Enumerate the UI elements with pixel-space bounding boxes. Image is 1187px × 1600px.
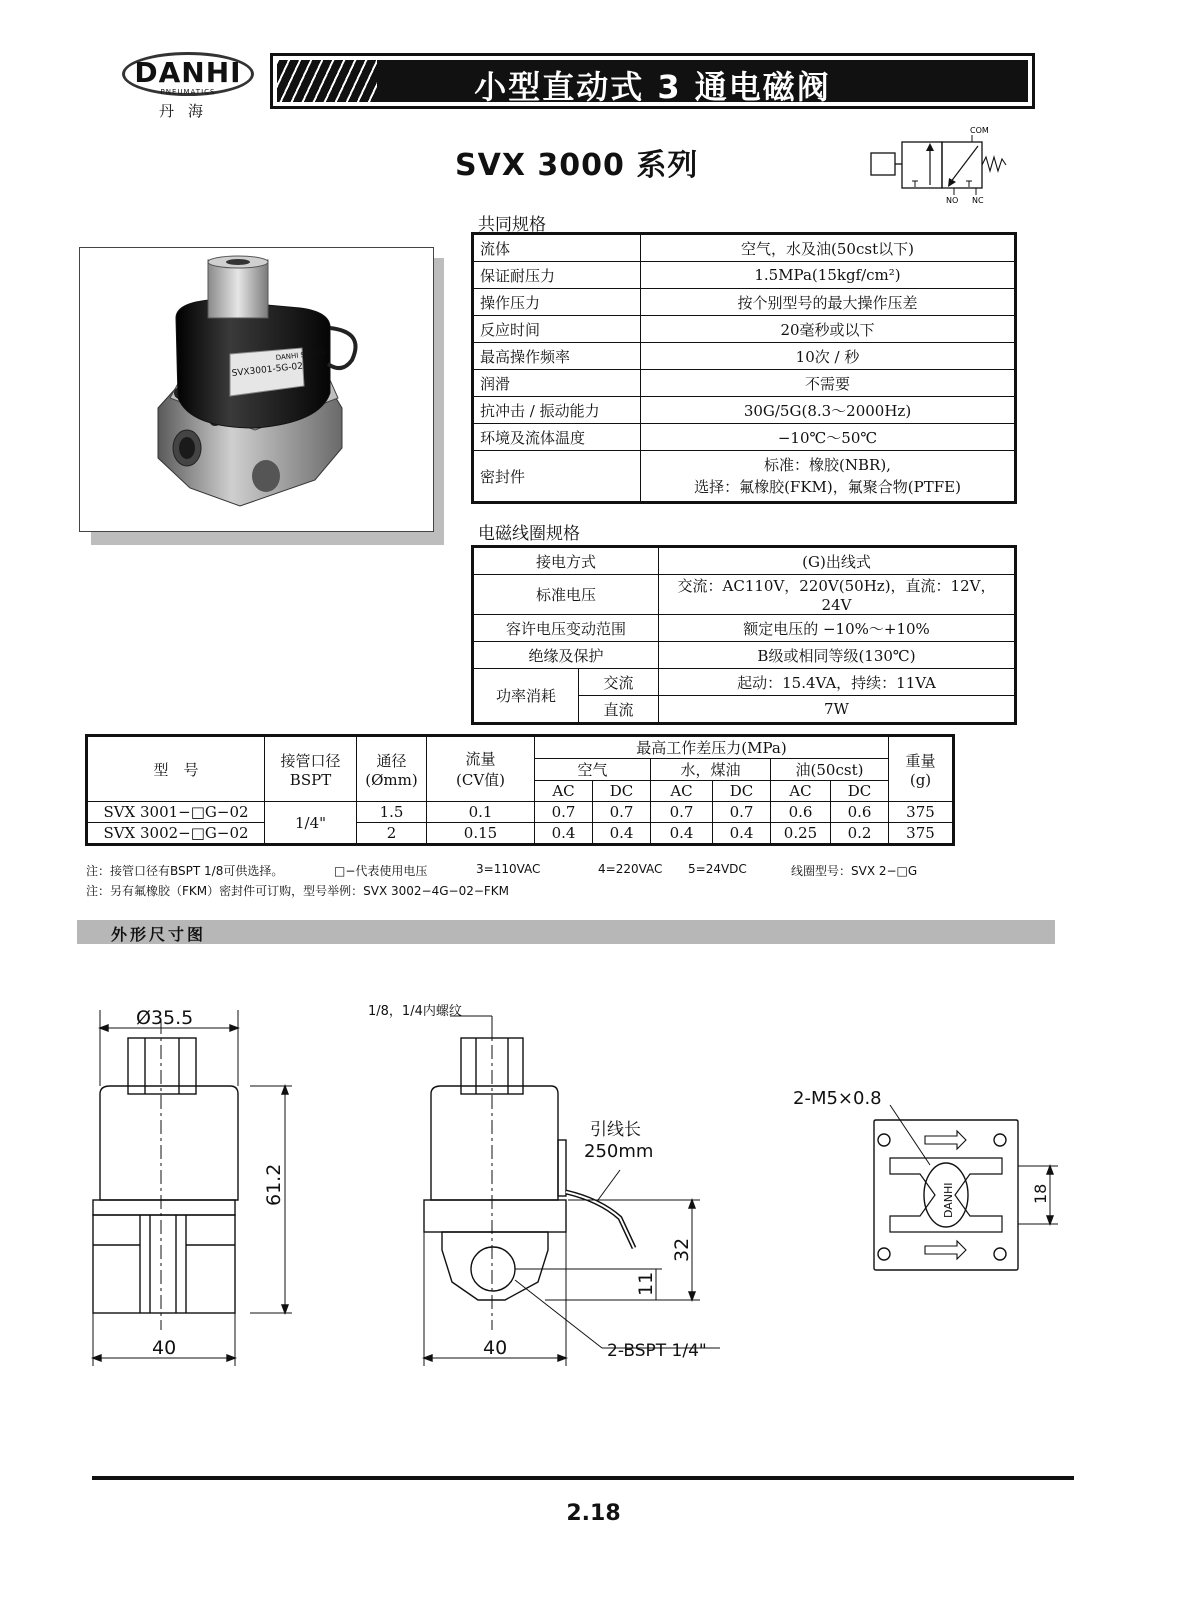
dim-height: 61.2 — [263, 1163, 285, 1206]
power-dc-label: 直流 — [579, 696, 659, 724]
spec-label: 标准电压 — [473, 575, 659, 615]
dimension-section-heading: 外形尺寸图 — [111, 925, 207, 944]
photo-label-brand: DANHI SERIES — [275, 348, 326, 362]
dim-11: 11 — [635, 1271, 657, 1296]
product-photo — [79, 247, 434, 532]
symbol-nc-label: NC — [972, 196, 984, 205]
header-dc: DC — [713, 781, 771, 802]
header-dc: DC — [831, 781, 889, 802]
spec-row — [473, 234, 1016, 262]
symbol-no-label: NO — [946, 196, 959, 205]
header-dc: DC — [593, 781, 651, 802]
header-port-line1: 接管口径 — [280, 751, 341, 770]
dim-32: 32 — [671, 1237, 693, 1262]
model-table — [85, 734, 955, 846]
spec-label: 绝缘及保护 — [473, 642, 659, 669]
oil-ac-cell: 0.6 — [771, 802, 831, 823]
orifice-cell: 1.5 — [357, 802, 427, 823]
spec-label: 抗冲击 / 振动能力 — [473, 397, 641, 424]
coil-spec-table — [471, 545, 1017, 725]
dim-18: 18 — [1031, 1183, 1050, 1204]
side-view-drawing — [424, 1016, 720, 1366]
spec-row — [473, 370, 1016, 397]
note-1a: 注：接管口径有BSPT 1/8可供选择。 — [86, 864, 284, 878]
spec-row — [473, 547, 1016, 575]
orifice-cell: 2 — [357, 823, 427, 845]
water-dc-cell: 0.4 — [713, 823, 771, 845]
header-weight — [889, 736, 954, 802]
header-ac: AC — [651, 781, 713, 802]
dim-width-front: 40 — [152, 1337, 177, 1359]
dim-port: 2-BSPT 1/4" — [607, 1341, 707, 1361]
spec-row — [473, 397, 1016, 424]
spec-label: 接电方式 — [473, 547, 659, 575]
dim-lead-label: 引线长 — [590, 1120, 641, 1140]
spec-row — [473, 343, 1016, 370]
spec-value: 空气，水及油(50cst以下) — [641, 234, 1016, 262]
header-flow — [427, 736, 535, 802]
air-dc-cell: 0.4 — [593, 823, 651, 845]
page-number: 2.18 — [566, 1501, 621, 1526]
oil-dc-cell: 0.6 — [831, 802, 889, 823]
spec-value: (G)出线式 — [659, 547, 1016, 575]
spec-value: −10℃～50℃ — [641, 424, 1016, 451]
spec-row — [473, 289, 1016, 316]
spec-value: 10次 / 秒 — [641, 343, 1016, 370]
spec-value: B级或相同等级(130℃) — [659, 642, 1016, 669]
spec-row — [473, 424, 1016, 451]
note-1b: □−代表使用电压 — [334, 864, 428, 878]
weight-cell: 375 — [889, 823, 954, 845]
power-ac-label: 交流 — [579, 669, 659, 696]
spec-label: 润滑 — [473, 370, 641, 397]
symbol-com-label: COM — [970, 126, 989, 135]
logo-chinese-name: 丹海 — [158, 102, 217, 120]
header-flow-line1: 流量 — [465, 750, 496, 768]
spec-label: 流体 — [473, 234, 641, 262]
oil-ac-cell: 0.25 — [771, 823, 831, 845]
series-title: SVX 3000 系列 — [455, 148, 699, 183]
air-dc-cell: 0.7 — [593, 802, 651, 823]
photo-label-model: SVX3001-5G-02 — [231, 361, 304, 379]
coil-spec-heading: 电磁线圈规格 — [478, 524, 580, 544]
spec-label: 保证耐压力 — [473, 262, 641, 289]
dim-width-side: 40 — [483, 1337, 508, 1359]
spec-row — [473, 262, 1016, 289]
dim-screw: 2-M5×0.8 — [793, 1088, 882, 1109]
model-cell: SVX 3001−□G−02 — [87, 802, 265, 823]
power-dc-value: 7W — [659, 696, 1016, 724]
spec-row — [473, 615, 1016, 642]
spec-label: 密封件 — [473, 451, 641, 503]
table-row — [87, 823, 954, 845]
header-pressure: 最高工作差压力(MPa) — [535, 736, 889, 759]
spec-value: 交流：AC110V，220V(50Hz)，直流：12V，24V — [659, 575, 1016, 615]
spec-label: 环境及流体温度 — [473, 424, 641, 451]
header-orifice — [357, 736, 427, 802]
spec-value: 不需要 — [641, 370, 1016, 397]
spec-value: 30G/5G(8.3～2000Hz) — [641, 397, 1016, 424]
spec-label: 容许电压变动范围 — [473, 615, 659, 642]
header-orifice-line2: (Ømm) — [365, 770, 418, 789]
spec-row — [473, 316, 1016, 343]
air-ac-cell: 0.4 — [535, 823, 593, 845]
header-air: 空气 — [535, 759, 651, 781]
air-ac-cell: 0.7 — [535, 802, 593, 823]
note-1f: 线圈型号：SVX 2−□G — [791, 864, 918, 878]
common-spec-heading: 共同规格 — [478, 215, 546, 235]
header-port — [265, 736, 357, 802]
spec-row — [473, 642, 1016, 669]
brand-logo — [120, 50, 260, 120]
weight-cell: 375 — [889, 802, 954, 823]
spec-label: 反应时间 — [473, 316, 641, 343]
logo-subtext: PNEUMATICS — [160, 88, 216, 96]
spec-value — [641, 451, 1016, 503]
table-row — [87, 802, 954, 823]
valve-symbol-icon — [868, 123, 1018, 208]
spec-value: 1.5MPa(15kgf/cm²) — [641, 262, 1016, 289]
header-port-line2: BSPT — [289, 770, 332, 789]
oil-dc-cell: 0.2 — [831, 823, 889, 845]
spec-row-seal — [473, 451, 1016, 503]
dimension-section-bar — [77, 920, 1055, 944]
flow-cell: 0.1 — [427, 802, 535, 823]
logo-text: DANHI — [134, 56, 242, 89]
water-ac-cell: 0.7 — [651, 802, 713, 823]
dim-thread: 1/8，1/4内螺纹 — [368, 1004, 462, 1019]
bottom-rule — [92, 1476, 1074, 1480]
header-weight-line2: (g) — [909, 770, 932, 789]
header-oil: 油(50cst) — [771, 759, 889, 781]
dim-diameter: Ø35.5 — [136, 1007, 194, 1029]
header-ac: AC — [771, 781, 831, 802]
note-1c: 3=110VAC — [476, 862, 541, 876]
dim-lead-length: 250mm — [584, 1141, 654, 1162]
common-spec-table — [471, 232, 1017, 504]
spec-value: 按个别型号的最大操作压差 — [641, 289, 1016, 316]
note-2: 注：另有氟橡胶（FKM）密封件可订购，型号举例：SVX 3002−4G−02−FKM — [86, 884, 510, 898]
bottom-view-brand: DANHI — [942, 1182, 955, 1218]
dimension-drawings — [0, 960, 1187, 1380]
header-ac: AC — [535, 781, 593, 802]
spec-value: 额定电压的 −10%～+10% — [659, 615, 1016, 642]
water-ac-cell: 0.4 — [651, 823, 713, 845]
water-dc-cell: 0.7 — [713, 802, 771, 823]
header-flow-line2: (CV值) — [455, 771, 505, 789]
spec-label: 最高操作频率 — [473, 343, 641, 370]
model-cell: SVX 3002−□G−02 — [87, 823, 265, 845]
header-water: 水，煤油 — [651, 759, 771, 781]
header-orifice-line1: 通径 — [376, 751, 407, 770]
header-model: 型 号 — [87, 736, 265, 802]
spec-label: 功率消耗 — [473, 669, 579, 724]
port-cell: 1/4" — [265, 802, 357, 845]
solenoid-valve-illustration — [80, 248, 433, 531]
spec-row-power-ac — [473, 669, 1016, 696]
page-title: 小型直动式 3 通电磁阀 — [474, 68, 831, 102]
spec-value: 20毫秒或以下 — [641, 316, 1016, 343]
header-weight-line1: 重量 — [905, 751, 936, 770]
power-ac-value: 起动：15.4VA，持续：11VA — [659, 669, 1016, 696]
flow-cell: 0.15 — [427, 823, 535, 845]
note-1e: 5=24VDC — [688, 862, 747, 876]
note-1d: 4=220VAC — [598, 862, 663, 876]
spec-row — [473, 575, 1016, 615]
seal-option: 选择：氟橡胶(FKM)，氟聚合物(PTFE) — [694, 478, 961, 496]
spec-label: 操作压力 — [473, 289, 641, 316]
title-bar — [270, 53, 1035, 109]
seal-standard: 标准：橡胶(NBR), — [764, 456, 891, 474]
